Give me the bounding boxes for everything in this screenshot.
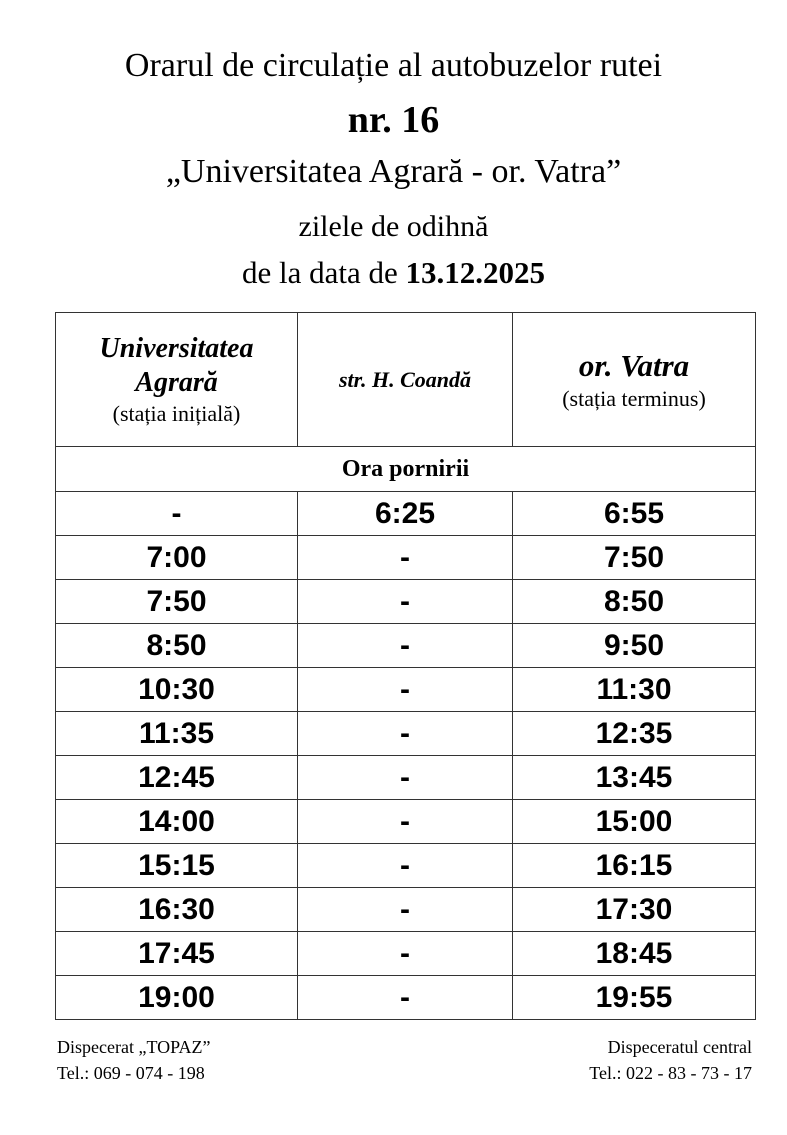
time-terminus: 15:00 [513, 800, 756, 844]
table-row [56, 536, 756, 580]
table-row [56, 492, 756, 536]
footer-left [57, 1034, 210, 1086]
time-middle-station: - [298, 888, 513, 932]
header-cell-start [56, 313, 298, 447]
departure-time-label: Ora pornirii [56, 447, 756, 492]
table-row [56, 932, 756, 976]
start-station-name-b: Agrară [135, 366, 218, 398]
time-terminus: 7:50 [513, 536, 756, 580]
start-station-label: (stația inițială) [112, 400, 241, 426]
time-terminus: 9:50 [513, 624, 756, 668]
table-row [56, 580, 756, 624]
time-middle-station: - [298, 580, 513, 624]
time-start-station: 12:45 [56, 756, 298, 800]
effective-date-prefix: de la data de [241, 255, 406, 290]
time-middle-station: - [298, 668, 513, 712]
title-line: Orarul de circulație al autobuzelor rutei [124, 47, 663, 84]
time-terminus: 11:30 [513, 668, 756, 712]
time-terminus: 16:15 [513, 844, 756, 888]
time-start-station: 8:50 [56, 624, 298, 668]
time-start-station: 7:50 [56, 580, 298, 624]
header-cell-terminus [513, 313, 756, 447]
table-row [56, 668, 756, 712]
time-middle-station: - [298, 800, 513, 844]
subheader-row [56, 447, 756, 492]
time-start-station: 19:00 [56, 976, 298, 1020]
schedule-type: zilele de odihnă [298, 210, 489, 243]
time-middle-station: 6:25 [298, 492, 513, 536]
time-terminus: 13:45 [513, 756, 756, 800]
dispatcher-phone-left: Tel.: 069 - 074 - 198 [57, 1063, 205, 1083]
effective-date-line [0, 254, 787, 292]
time-terminus: 17:30 [513, 888, 756, 932]
time-terminus: 18:45 [513, 932, 756, 976]
time-terminus: 12:35 [513, 712, 756, 756]
time-middle-station: - [298, 844, 513, 888]
time-start-station: 10:30 [56, 668, 298, 712]
time-terminus: 19:55 [513, 976, 756, 1020]
table-row [56, 712, 756, 756]
time-middle-station: - [298, 932, 513, 976]
time-middle-station: - [298, 756, 513, 800]
time-start-station: 11:35 [56, 712, 298, 756]
time-terminus: 6:55 [513, 492, 756, 536]
terminus-station-name: or. Vatra [578, 347, 690, 383]
schedule-rows [56, 492, 756, 1020]
time-middle-station: - [298, 624, 513, 668]
time-start-station: 16:30 [56, 888, 298, 932]
time-middle-station: - [298, 712, 513, 756]
dispatcher-name-right: Dispeceratul central [607, 1037, 752, 1057]
table-row [56, 976, 756, 1020]
middle-station-name: str. H. Coandă [338, 366, 472, 392]
time-start-station: - [56, 492, 298, 536]
time-start-station: 15:15 [56, 844, 298, 888]
time-terminus: 8:50 [513, 580, 756, 624]
dispatcher-phone-right: Tel.: 022 - 83 - 73 - 17 [589, 1063, 752, 1083]
terminus-station-label: (stația terminus) [562, 385, 706, 411]
schedule-table [55, 312, 756, 1020]
route-number: nr. 16 [347, 99, 440, 141]
time-start-station: 14:00 [56, 800, 298, 844]
table-row [56, 800, 756, 844]
table-row [56, 624, 756, 668]
table-row [56, 888, 756, 932]
time-start-station: 17:45 [56, 932, 298, 976]
table-header-row [56, 313, 756, 447]
effective-date: 13.12.2025 [405, 255, 546, 290]
table-row [56, 756, 756, 800]
route-name: „Universitatea Agrară - or. Vatra” [165, 153, 622, 190]
time-middle-station: - [298, 976, 513, 1020]
table-row [56, 844, 756, 888]
time-middle-station: - [298, 536, 513, 580]
footer-right [589, 1034, 752, 1086]
dispatcher-name-left: Dispecerat „TOPAZ” [57, 1037, 211, 1057]
header-cell-middle [298, 313, 513, 447]
start-station-name-a: Universitatea [99, 332, 254, 364]
time-start-station: 7:00 [56, 536, 298, 580]
